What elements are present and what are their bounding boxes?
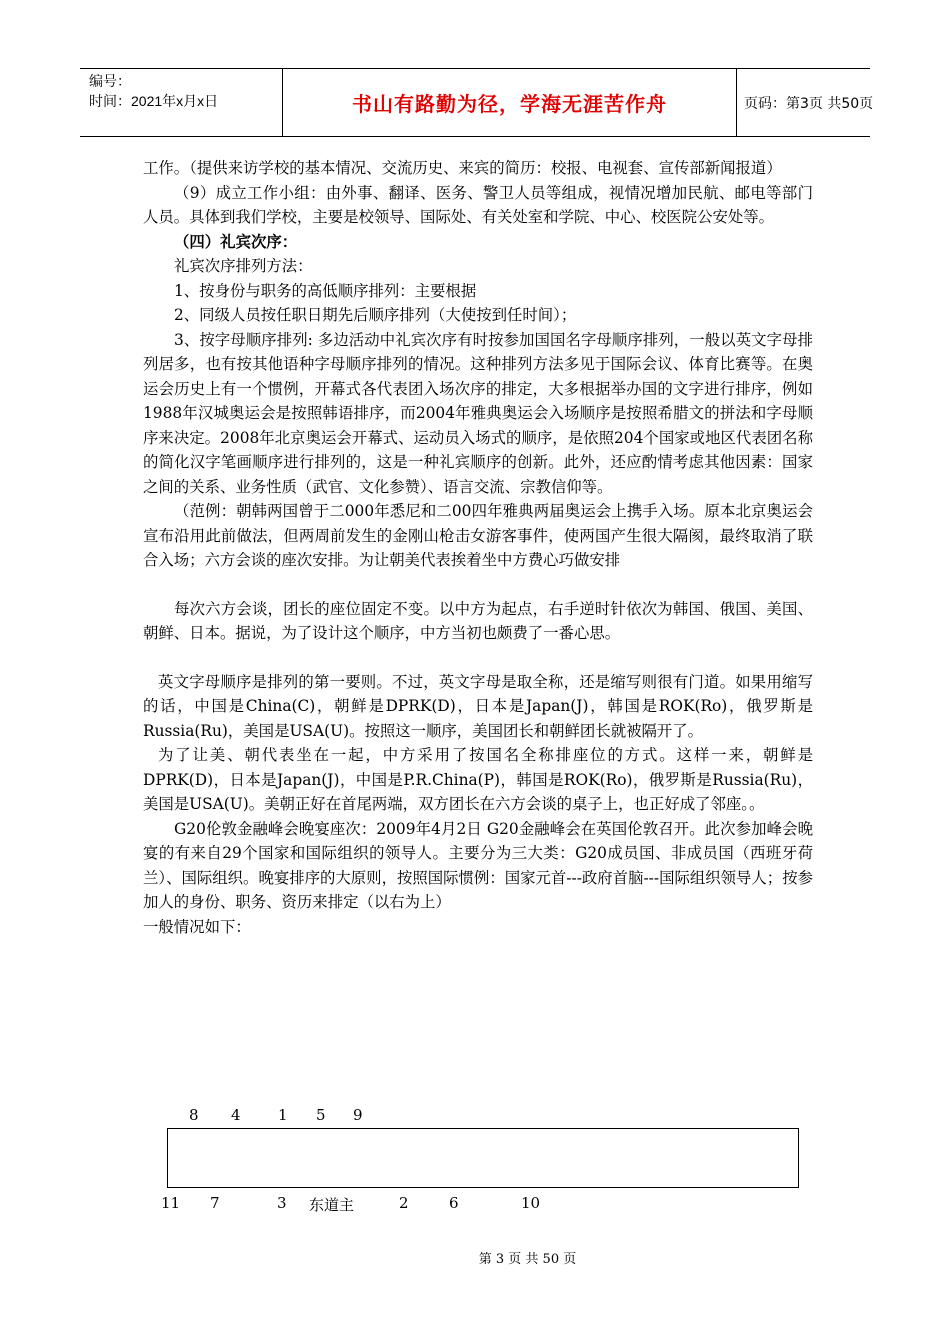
seat-number: 9 [353, 1106, 363, 1124]
seat-number: 4 [231, 1106, 241, 1124]
seat-number: 2 [399, 1194, 409, 1212]
banquet-table [167, 1128, 799, 1188]
header-number: 编号： [89, 73, 131, 89]
paragraph: （9）成立工作小组：由外事、翻译、医务、警卫人员等组成，视情况增加民航、邮电等部门人员。具体到我们学校，主要是校领导、国际处、有关处室和学院、中心、校医院公安处等。 [143, 183, 813, 226]
list-item: 3、按字母顺序排列: 多边活动中礼宾次序有时按参加国国名字母顺序排列，一般以英文字母排列居多，也有按其他语种字母顺序排列的情况。这种排列方法多见于国际会议、体育比赛等。在奥运会历史上有一个惯例，开幕式各代表团入场次序的排定，大多根据举办国的文字进行排序，例如1988年汉城奥运会是按照韩语排序，而2004年雅典奥运会入场顺序是按照希腊文的拼法和字母顺序来决定。2008年北京奥运会开幕式、运动员入场式的顺序，是依照204个国家或地区代表团名称的简化汉字笔画顺序进行排列的，这是一种礼宾顺序的创新。此外，还应酌情考虑其他因素：国家之间的关系、业务性质（武官、文化参赞）、语言交流、宗教信仰等。 [143, 330, 813, 496]
header-page-number: 页码：第3页 共50页 [744, 95, 874, 112]
footer-page-number: 第 3 页 共 50 页 [478, 1252, 577, 1267]
seat-number: 6 [449, 1194, 459, 1212]
paragraph: 一般情况如下： [143, 917, 251, 936]
paragraph: 英文字母顺序是排列的第一要则。不过，英文字母是取全称，还是缩写则很有门道。如果用缩写的话，中国是China(C)，朝鲜是DPRK(D)，日本是Japan(J)，韩国是ROK(Ro)，俄罗斯是Russia(Ru)，美国是USA(U)。按照这一顺序，美国团长和朝鲜团长就被隔开了。 [143, 672, 813, 740]
paragraph: 每次六方会谈，团长的座位固定不变。以中方为起点，右手逆时针依次为韩国、俄国、美国、朝鲜、日本。据说，为了设计这个顺序，中方当初也颇费了一番心思。 [143, 599, 813, 642]
seat-number: 5 [316, 1106, 326, 1124]
list-item: 2、同级人员按任职日期先后顺序排列（大使按到任时间）； [174, 306, 577, 324]
seat-host: 东道主 [309, 1196, 355, 1214]
seat-number: 8 [189, 1106, 199, 1124]
section-heading: （四）礼宾次序： [174, 232, 298, 251]
paragraph: G20伦敦金融峰会晚宴座次：2009年4月2日 G20金融峰会在英国伦敦召开。此次参加峰会晚宴的有来自29个国家和国际组织的领导人。主要分为三大类：G20成员国、非成员国（西班牙荷兰）、国际组织。晚宴排序的大原则，按照国际惯例：国家元首---政府首脑---国际组织领导人；按参加人的身份、职务、资历来排定（以右为上） [143, 819, 813, 911]
seat-number: 1 [278, 1106, 288, 1124]
paragraph: （范例：朝韩两国曾于二000年悉尼和二00四年雅典两届奥运会上携手入场。原本北京奥运会宣布沿用此前做法，但两周前发生的金刚山枪击女游客事件，使两国产生很大隔阂，最终取消了联合入场；六方会谈的座次安排。为让朝美代表挨着坐中方费心巧做安排 [143, 502, 813, 569]
seat-number: 3 [277, 1194, 287, 1212]
header-date: 时间：2021年x月x日 [89, 93, 219, 109]
header-info-cell [80, 69, 283, 136]
seat-number: 10 [521, 1194, 541, 1212]
page-footer [0, 1248, 950, 1267]
list-item: 1、按身份与职务的高低顺序排列：主要根据 [174, 281, 477, 300]
seat-number: 7 [210, 1194, 220, 1212]
paragraph: 礼宾次序排列方法： [174, 257, 313, 275]
seat-number: 11 [161, 1194, 181, 1212]
document-body [143, 156, 813, 939]
header-motto: 书山有路勤为径，学海无涯苦作舟 [283, 69, 737, 136]
paragraph: 工作。（提供来访学校的基本情况、交流历史、来宾的简历：校报、电视套、宣传部新闻报道） [143, 159, 782, 177]
paragraph: 为了让美、朝代表坐在一起，中方采用了按国名全称排座位的方式。这样一来，朝鲜是DPRK(D)，日本是Japan(J)，中国是P.R.China(P)，韩国是ROK(Ro)，俄罗斯是Russia(Ru)，美国是USA(U)。美朝正好在首尾两端，双方团长在六方会谈的桌子上，也正好成了邻座。。 [143, 746, 813, 813]
page-header [80, 68, 874, 137]
